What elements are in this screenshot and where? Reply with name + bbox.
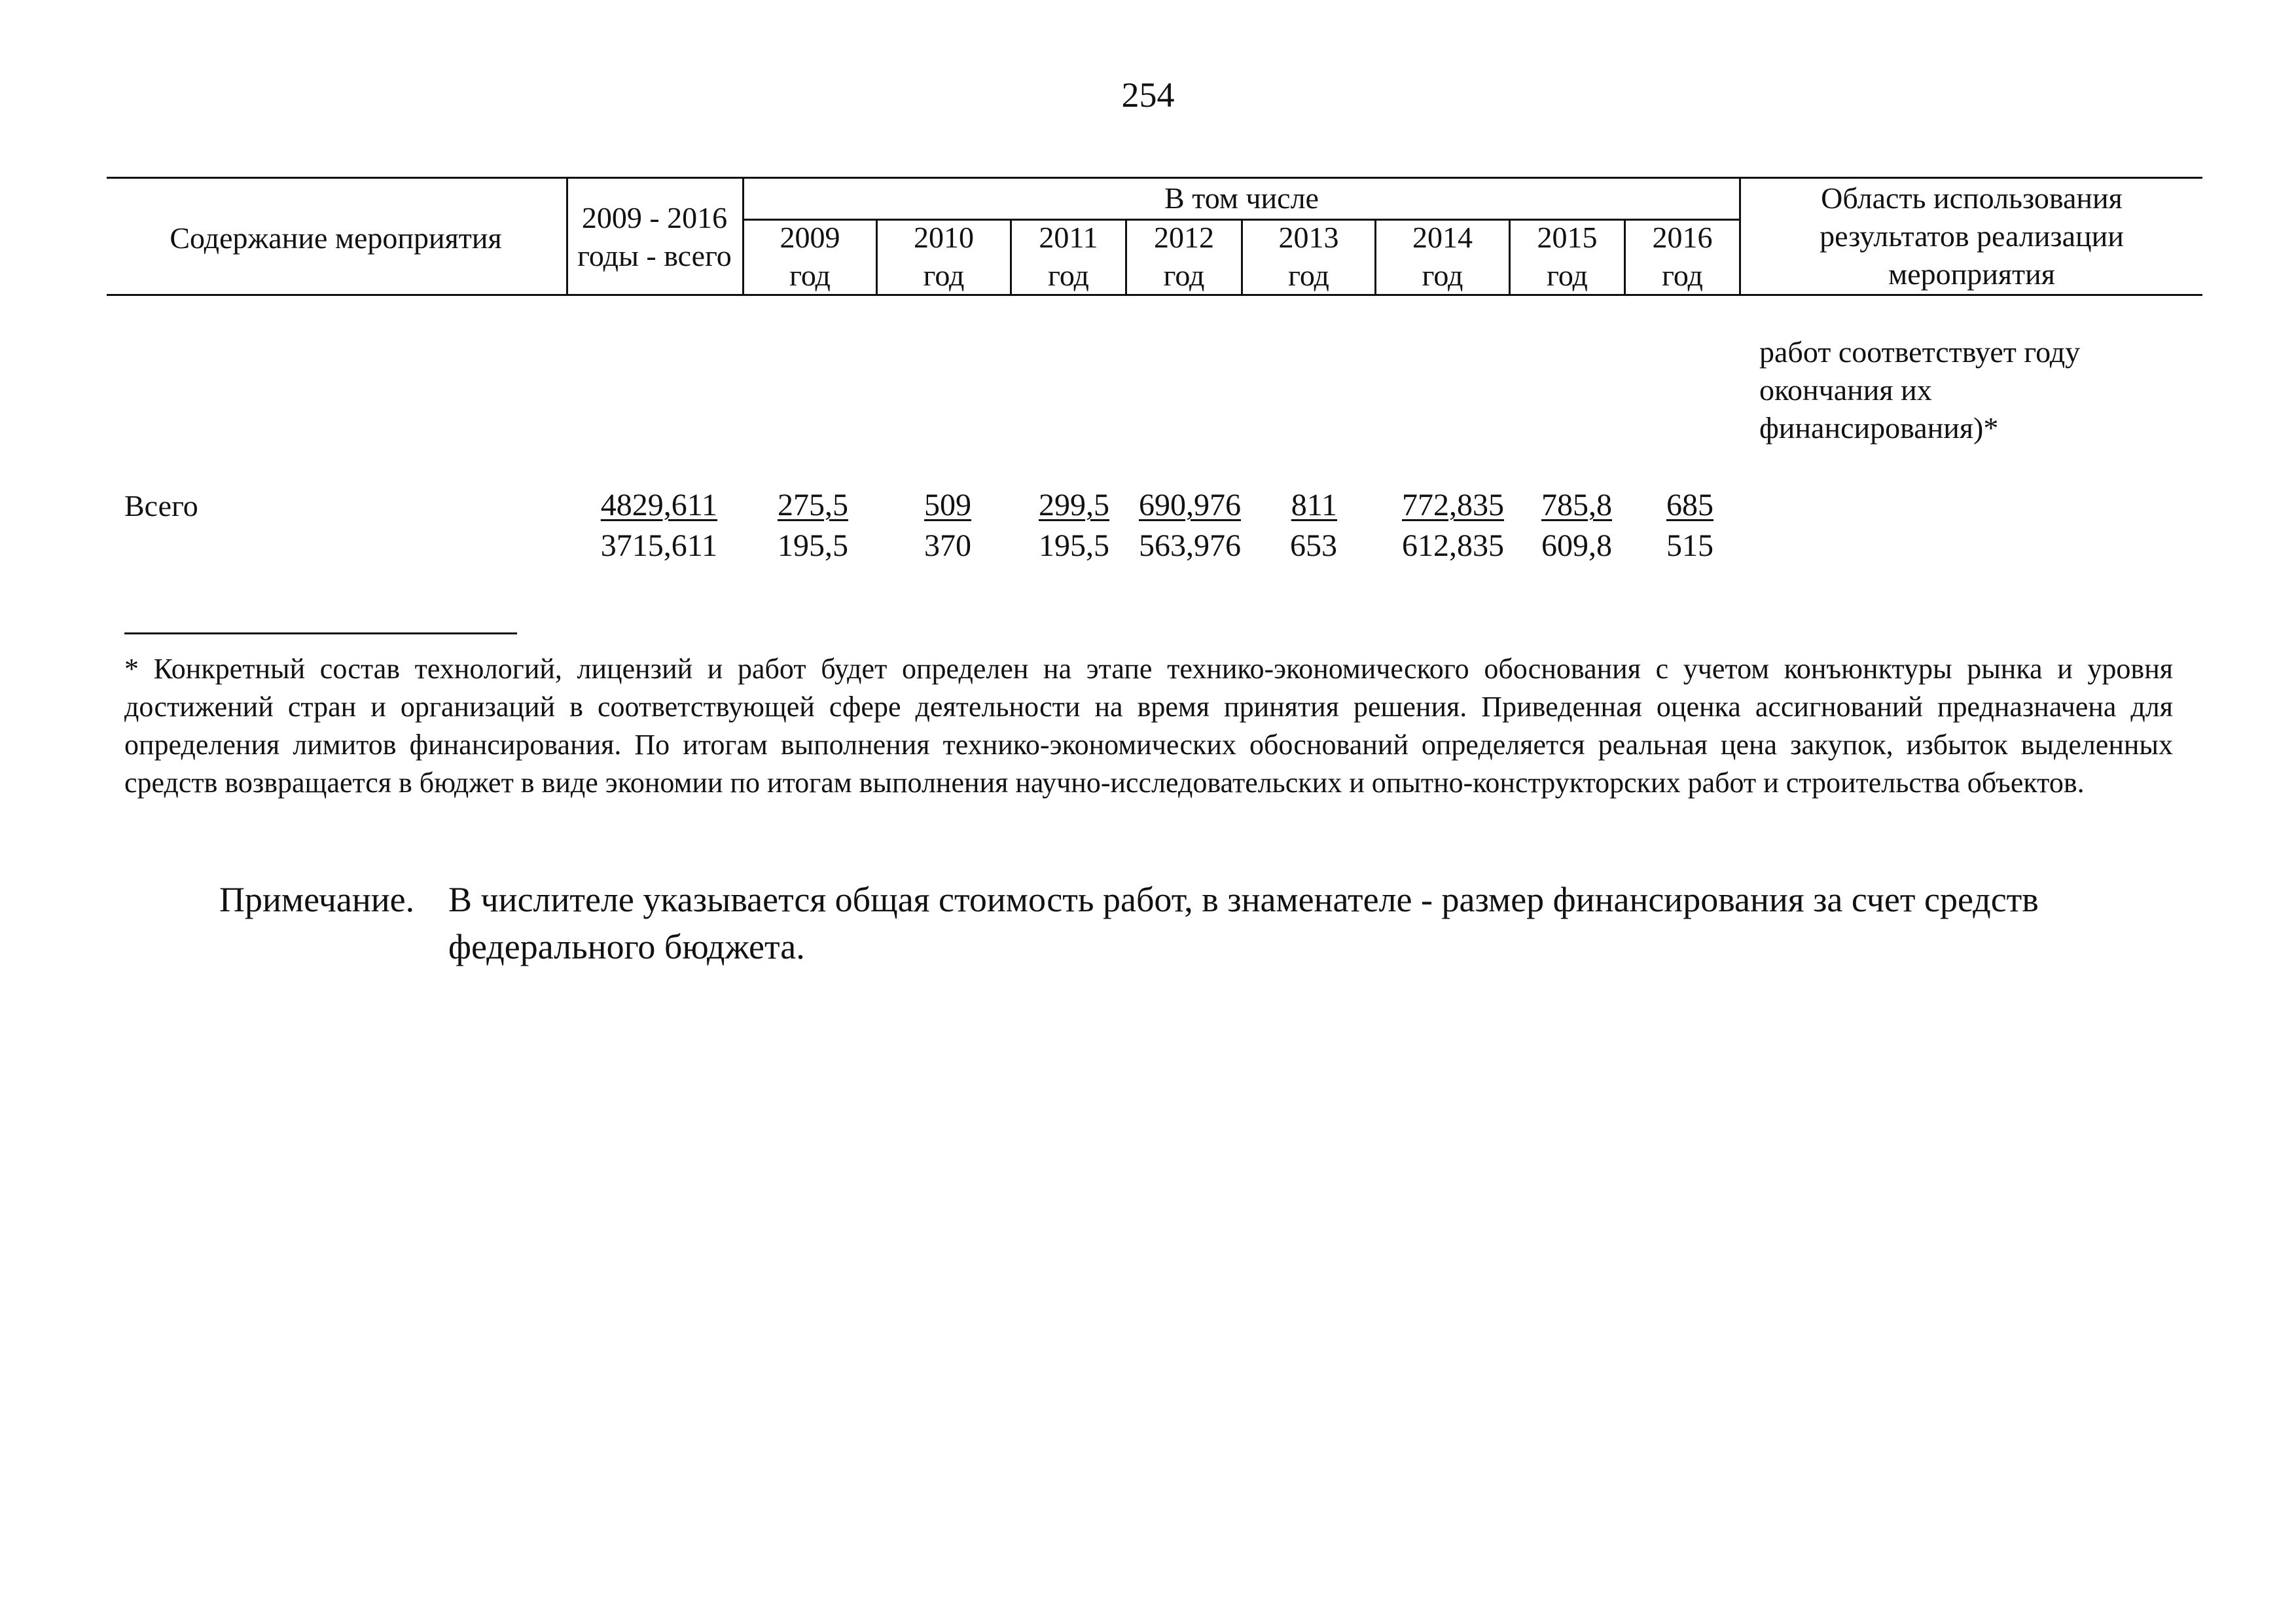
denominator: 195,5: [1039, 528, 1109, 563]
year-unit: год: [923, 259, 965, 292]
numerator: 299,5: [1039, 488, 1109, 522]
total-2009: [778, 490, 848, 562]
total-2010: [924, 490, 971, 562]
area-continuation-text: [1759, 333, 2080, 447]
header-area-line2: результатов реализации: [1820, 219, 2124, 253]
header-total-line2: годы - всего: [577, 239, 732, 272]
year-label: 2009: [780, 221, 840, 254]
footnote-separator: [124, 632, 517, 634]
note-line1: В числителе указывается общая стоимость работ, в знаменателе - размер финансирования за счет средств: [448, 880, 2039, 919]
numerator: 772,835: [1402, 488, 1504, 522]
year-unit: год: [1422, 259, 1463, 292]
total-2014: [1402, 490, 1504, 562]
numerator: 690,976: [1139, 488, 1241, 522]
year-unit: год: [1288, 259, 1329, 292]
total-2015: [1541, 490, 1612, 562]
year-unit: год: [1547, 259, 1588, 292]
year-label: 2014: [1412, 221, 1473, 254]
note-label: Примечание.: [219, 880, 415, 919]
numerator: 509: [924, 488, 971, 522]
year-unit: год: [1048, 259, 1089, 292]
header-year-2012: [1127, 219, 1241, 295]
year-label: 2011: [1039, 221, 1098, 254]
year-label: 2015: [1537, 221, 1598, 254]
denominator: 370: [924, 528, 971, 563]
denominator: 3715,611: [600, 528, 717, 563]
year-unit: год: [1662, 259, 1703, 292]
denominator: 563,976: [1139, 528, 1241, 563]
note-line2: федерального бюджета.: [448, 927, 805, 966]
numerator: 685: [1666, 488, 1713, 522]
note-block: [219, 876, 2176, 970]
header-year-2014: [1376, 219, 1509, 295]
year-label: 2016: [1652, 221, 1713, 254]
footnote-text: * Конкретный состав технологий, лицензий и работ будет определен на этапе технико-экономического обоснования с учетом конъюнктуры рынка и уровня достижений стран и организаций в соответствующей сфере деятельности на время принятия решения. Приведенная оценка ассигнований предназначена для определения лимитов финансирования. По итогам выполнения технико-экономических обоснований определяется реальная цена закупок, избыток выделенных средств возвращается в бюджет в виде экономии по итогам выполнения научно-исследовательских и опытно-конструкторских работ и строительства объектов.: [124, 653, 2173, 799]
total-2012: [1139, 490, 1241, 562]
numerator: 4829,611: [600, 488, 717, 522]
header-area-line3: мероприятия: [1888, 257, 2055, 291]
header-group-label: В том числе: [1164, 181, 1319, 215]
continuation-line2: окончания их: [1759, 373, 1932, 407]
total-2016: [1666, 490, 1713, 562]
header-year-2013: [1243, 219, 1374, 295]
header-area: [1741, 179, 2202, 293]
header-activity: Содержание мероприятия: [170, 221, 502, 255]
header-year-2016: [1626, 219, 1739, 295]
row-label-total: Всего: [124, 489, 198, 522]
denominator: 515: [1666, 528, 1713, 563]
denominator: 609,8: [1541, 528, 1612, 563]
year-label: 2013: [1278, 221, 1339, 254]
total-2011: [1039, 490, 1109, 562]
header-year-2010: [878, 219, 1010, 295]
year-unit: год: [1163, 259, 1205, 292]
year-unit: год: [789, 259, 831, 292]
header-total: [567, 199, 742, 275]
table-top-rule: [107, 177, 2202, 179]
continuation-line1: работ соответствует году: [1759, 335, 2081, 369]
denominator: 612,835: [1402, 528, 1504, 563]
total-all-years: [601, 490, 717, 562]
total-2013: [1290, 490, 1337, 562]
numerator: 275,5: [778, 488, 848, 522]
header-area-line1: Область использования: [1821, 181, 2123, 215]
year-label: 2010: [914, 221, 974, 254]
header-year-2015: [1511, 219, 1624, 295]
denominator: 195,5: [778, 528, 848, 563]
numerator: 811: [1291, 488, 1337, 522]
denominator: 653: [1290, 528, 1337, 563]
year-label: 2012: [1154, 221, 1214, 254]
header-total-line1: 2009 - 2016: [581, 201, 728, 234]
page-number: 254: [1121, 75, 1175, 115]
continuation-line3: финансирования)*: [1759, 411, 1999, 445]
numerator: 785,8: [1541, 488, 1612, 522]
header-year-2011: [1012, 219, 1125, 295]
header-year-2009: [744, 219, 876, 295]
